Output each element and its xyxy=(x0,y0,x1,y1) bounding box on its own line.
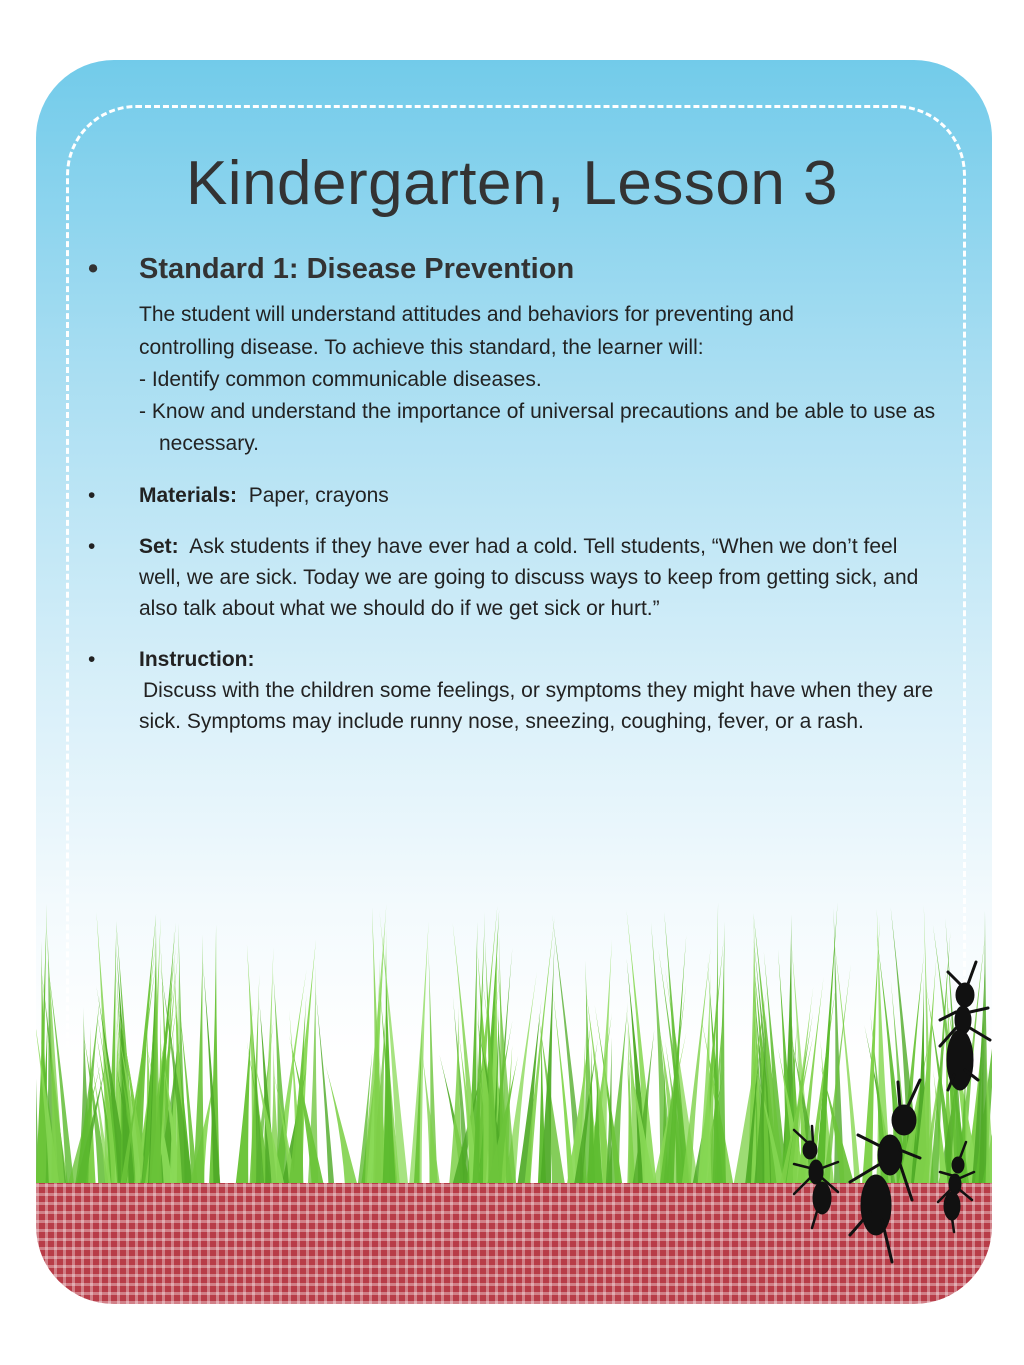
standard-point-2: - Know and understand the importance of universal precautions and be able to use as necessary. xyxy=(139,400,936,455)
set-item xyxy=(88,531,938,624)
page-title: Kindergarten, Lesson 3 xyxy=(185,149,839,218)
ant-icon xyxy=(850,1080,920,1262)
bullet: • xyxy=(88,535,96,558)
standard-item xyxy=(88,250,938,460)
materials-label: Materials: xyxy=(139,484,238,507)
standard-point-1: - Identify common communicable diseases. xyxy=(139,368,542,391)
bullet: • xyxy=(88,484,96,507)
materials-item xyxy=(88,480,938,511)
lesson-content xyxy=(88,250,938,737)
ant-icon xyxy=(794,1126,838,1228)
instruction-item xyxy=(88,644,938,737)
standard-intro xyxy=(139,298,938,364)
standard-heading: Standard 1: Disease Prevention xyxy=(139,253,575,285)
instruction-label: Instruction: xyxy=(139,648,255,671)
instruction-text: Discuss with the children some feelings, or symptoms they might have when they are sick. Symptoms may include runny nose, sneezing, coughing, fever, or a rash. xyxy=(139,679,934,733)
standard-intro-line1: The student will understand attitudes and behaviors for preventing and xyxy=(139,303,794,326)
set-text: Ask students if they have ever had a cold. Tell students, “When we don’t feel well, we are sick. Today we are going to discuss ways to keep from getting sick, and also talk about what we should do if we get sick or hurt.” xyxy=(139,535,919,620)
standard-intro-line2: controlling disease. To achieve this standard, the learner will: xyxy=(139,336,704,359)
bullet: • xyxy=(88,253,99,285)
set-label: Set: xyxy=(139,535,179,558)
ant-icon xyxy=(940,962,990,1090)
bullet: • xyxy=(88,648,96,671)
ant-icon xyxy=(938,1142,974,1232)
materials-text: Paper, crayons xyxy=(248,484,389,507)
ants-illustration xyxy=(780,950,1000,1280)
